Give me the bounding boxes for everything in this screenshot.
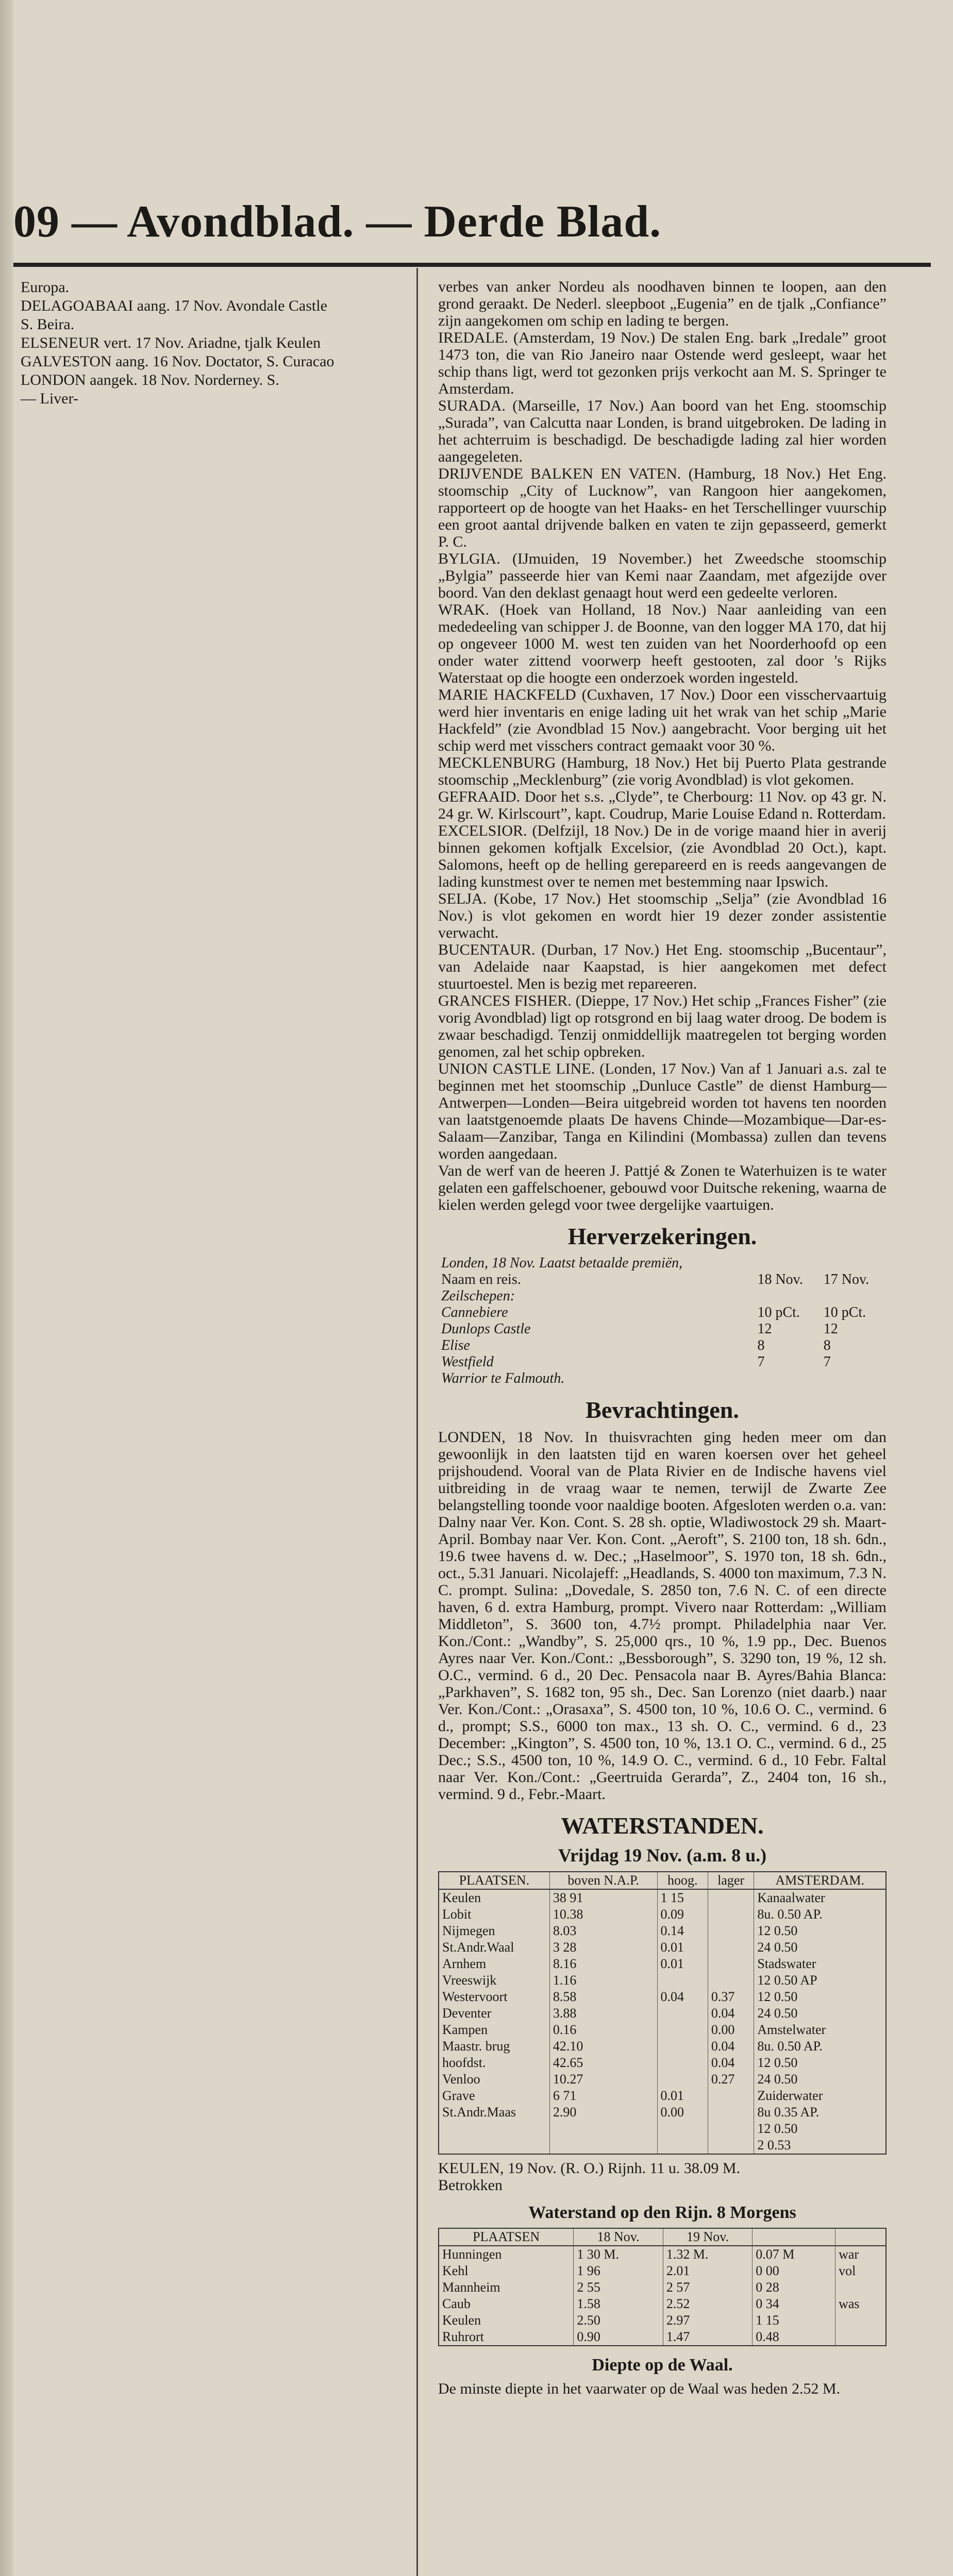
table-row [439,2038,886,2055]
verz-naam: Naam en reis. [441,1272,521,1287]
table-row [439,1923,886,1939]
rijn-val: 0.07 M [753,2246,835,2263]
ws-level: 8.16 [549,1956,657,1972]
ws-hoog: 0.01 [657,1956,708,1972]
rijn-val: 1 15 [753,2312,835,2329]
ws-ams: 24 0.50 [754,2071,886,2088]
news-item: IREDALE. (Amsterdam, 19 Nov.) De stalen Eng. bark „Iredale” groot 1473 ton, die van Rio Janeiro naar Ostende werd gesleept, waar het schip thans ligt, werd tot gezonken prijs verkocht aan M. S. Springer te Amsterdam. [438,329,887,397]
ws-level: 42.65 [549,2055,657,2071]
th-plaatsen: PLAATSEN. [439,1872,549,1889]
ws-level: 10.27 [549,2071,657,2088]
ws-lager: 0.04 [708,2005,754,2022]
verz-val: 12 [823,1321,838,1337]
ws-ams: Zuiderwater [754,2088,886,2104]
table-row [439,1972,886,1989]
rijn-th [753,2228,835,2246]
ws-level: 6 71 [549,2088,657,2104]
ws-place: Kampen [439,2022,549,2038]
news-item: GEFRAAID. Door het s.s. „Clyde”, te Cherbourg: 11 Nov. op 43 gr. N. 24 gr. W. Kirlscourt”, kapt. Coudrup, Marie Louise Edand n. Rotterdam. [438,788,887,822]
table-row [438,1337,887,1354]
rijn-place: Caub [439,2296,574,2312]
ws-hoog [657,2055,708,2071]
verzekeringen-title: Herverzekeringen. [567,1223,757,1249]
verz-val: 8 [823,1337,831,1353]
ws-place: Venloo [439,2071,549,2088]
ws-hoog: 0.01 [657,1939,708,1956]
ws-level: 10.38 [549,1906,657,1923]
ws-ams: 12 0.50 AP [754,1972,886,1989]
rijn-place: Hunningen [439,2246,574,2263]
ws-level: 8.58 [549,1989,657,2005]
ws-hoog [657,2022,708,2038]
news-item: BUCENTAUR. (Durban, 17 Nov.) Het Eng. stoomschip „Bucentaur”, van Adelaide naar Kaapstad, is hier aangekomen met defect stuurtoestel. Men is bezig met repareeren. [438,941,887,992]
ws-place: Lobit [439,1906,549,1923]
ws-hoog: 0.04 [657,1989,708,2005]
diepte-text: De minste diepte in het vaarwater op de Waal was heden 2.52 M. [438,2380,841,2397]
ws-ams: 2 0.53 [754,2137,886,2154]
ws-ams: 12 0.50 [754,1989,886,2005]
table-row [439,2137,886,2154]
rijn-side [835,2279,886,2296]
ws-lager: 0.04 [708,2055,754,2071]
table-row [439,1889,886,1906]
verz-val: 12 [757,1321,772,1337]
bevrachtingen-title: Bevrachtingen. [586,1397,739,1423]
table-row [439,2329,886,2346]
table-row [439,2088,886,2104]
ws-lager: 0.00 [708,2022,754,2038]
rijn-side: was [835,2296,886,2312]
rijn-val: 2.52 [663,2296,752,2312]
rijn-table [438,2228,887,2346]
waterstanden-title: WATERSTANDEN. [561,1812,764,1839]
ws-ams: 24 0.50 [754,1939,886,1956]
rijn-val: 1 30 M. [574,2246,663,2263]
ws-ams: 8u. 0.50 AP. [754,1906,886,1923]
ws-ams: 12 0.50 [754,1923,886,1939]
ws-lager [708,1923,754,1939]
ws-lager [708,1972,754,1989]
news-item: MECKLENBURG (Hamburg, 18 Nov.) Het bij Puerto Plata gestrande stoomschip „Mecklenburg” (zie vorig Avondblad) is vlot gekomen. [438,754,887,788]
ws-hoog [657,2005,708,2022]
rijn-val: 2.97 [663,2312,752,2329]
ws-place: St.Andr.Maas [439,2104,549,2121]
rijn-val: 0.48 [753,2329,835,2346]
page-fold [0,0,13,2576]
verz-col1: 18 Nov. [757,1272,803,1287]
ws-lager [708,2088,754,2104]
news-item: MARIE HACKFELD (Cuxhaven, 17 Nov.) Door een visschervaartuig werd hier inventaris en enige lading uit het wrak van het schip „Marie Hackfeld” (zie Avondblad 15 Nov.) aangebracht. Voor berging uit het schip werd met visschers contract gemaakt voor 30 %. [438,686,887,754]
rijn-place: Kehl [439,2263,574,2279]
table-row [439,2279,886,2296]
ws-place: St.Andr.Waal [439,1939,549,1956]
table-row [439,2022,886,2038]
rijn-val: 1 96 [574,2263,663,2279]
verz-sub: Zeilschepen: [441,1288,515,1304]
rijn-val: 2 57 [663,2279,752,2296]
diepte-title: Diepte op de Waal. [592,2355,733,2375]
ws-place: Keulen [439,1889,549,1906]
table-row [439,2121,886,2137]
left-line: LONDON aangek. 18 Nov. Norderney. S. [21,371,279,388]
rijn-val: 2.01 [663,2263,752,2279]
news-item: SURADA. (Marseille, 17 Nov.) Aan boord van het Eng. stoomschip „Surada”, van Calcutta naar Londen, is brand uitgebroken. De lading in het achterruim is beschadigd. De beschadigde lading zal hier worden aangegeleten. [438,397,887,465]
ws-hoog: 0.14 [657,1923,708,1939]
news-item: UNION CASTLE LINE. (Londen, 17 Nov.) Van af 1 Januari a.s. zal te beginnen met het stoomschip „Dunluce Castle” de dienst Hamburg—Antwerpen—Londen—Beira uitgebreid worden tot havens ten noorden van laatstgenoemde plaats De havens Chinde—Mozambique—Dar-es-Salaam—Zanzibar, Tanga en Kilindini (Mombassa) zullen dan tevens worden aangedaan. [438,1060,887,1162]
rijn-place: Mannheim [439,2279,574,2296]
rijn-val: 1.47 [663,2329,752,2346]
ws-hoog: 1 15 [657,1889,708,1906]
table-row [438,1304,887,1321]
ws-ams: Amstelwater [754,2022,886,2038]
ws-ams: Kanaalwater [754,1889,886,1906]
page-title: 09 — Avondblad. — Derde Blad. [13,197,662,247]
waterstanden-table [438,1871,887,2155]
ws-level: 3 28 [549,1939,657,1956]
rijn-side [835,2329,886,2346]
verz-val: 7 [757,1354,765,1370]
table-row [438,1321,887,1337]
ws-level: 3.88 [549,2005,657,2022]
page-header [13,0,931,268]
table-row [439,2055,886,2071]
news-item: DRIJVENDE BALKEN EN VATEN. (Hamburg, 18 Nov.) Het Eng. stoomschip „City of Lucknow”, van Rangoon hier aangekomen, rapporteert op de hoogte van het Haaks- en het Terschellinger vuurschip een groot aantal drijvende balken en vaten te zijn gepasseerd, gemerkt P. C. [438,465,887,550]
ws-hoog [657,1972,708,1989]
news-item: EXCELSIOR. (Delfzijl, 18 Nov.) De in de vorige maand hier in averij binnen gekomen koftjalk Excelsior, (zie Avondblad 20 Oct.), kapt. Salomons, heeft op de helling gerepareerd en is reeds aangevangen de lading kunstmest over te nemen met bestemming naar Ipswich. [438,822,887,890]
ws-lager: 0.37 [708,1989,754,2005]
table-row [439,2246,886,2263]
right-column [438,278,887,2397]
rijn-val: 0 28 [753,2279,835,2296]
news-item: GRANCES FISHER. (Dieppe, 17 Nov.) Het schip „Frances Fisher” (zie vorig Avondblad) ligt op rotsgrond en bij laag water droog. De bodem is zwaar beschadigd. Tenzij onmiddellijk maatregelen tot berging worden genomen, zal het schip opbreken. [438,992,887,1060]
news-item: SELJA. (Kobe, 17 Nov.) Het stoomschip „Selja” (zie Avondblad 16 Nov.) is vlot gekomen en wordt hier 19 dezer zonder assistentie verwacht. [438,890,887,941]
ws-place: Arnhem [439,1956,549,1972]
ws-lager [708,1939,754,1956]
ws-place: Westervoort [439,1989,549,2005]
ws-level: 2.90 [549,2104,657,2121]
ws-hoog [657,2071,708,2088]
table-row [439,2005,886,2022]
rijn-place: Keulen [439,2312,574,2329]
ws-hoog: 0.09 [657,1906,708,1923]
ws-lager [708,1906,754,1923]
ws-lager [708,1889,754,1906]
verz-ship: Westfield [441,1354,494,1370]
table-row [439,2296,886,2312]
rijn-val: 0 00 [753,2263,835,2279]
rijn-th: 18 Nov. [574,2228,663,2246]
th-boven-nap: boven N.A.P. [549,1872,657,1889]
verz-ship: Cannebiere [441,1304,508,1320]
verz-ship: Dunlops Castle [441,1321,531,1337]
bevrachtingen-text: LONDEN, 18 Nov. In thuisvrachten ging heden meer om dan gewoonlijk in den laatsten tijd en waren koersen over het geheel prijshoudend. Vooral van de Plata Rivier en de Indische havens viel uitbreiding in de vraag waar te nemen, terwijl de Zwarte Zee belangstelling toonde voor naaldige booten. Afgesloten werden o.a. van: Dalny naar Ver. Kon. Cont. S. 28 sh. optie, Wladiwostock 29 sh. Maart-April. Bombay naar Ver. Kon. Cont. „Aeroft”, S. 2100 ton, 18 sh. 6dn., 19.6 twee havens d. w. Dec.; „Haselmoor”, S. 1970 ton, 18 sh. 6dn., oct., 5.31 Januari. Nicolajeff: „Headlands, S. 4000 ton maximum, 7.3 N. C. prompt. Sulina: „Dovedale, S. 2850 ton, 7.6 N. C. of een directe haven, 6 d. extra Hamburg, prompt. Vivero naar Rotterdam: „William Middleton”, S. 3600 ton, 4.7½ prompt. Philadelphia naar Ver. Kon./Cont.: „Wandby”, S. 25,000 qrs., 10 %, 1.9 pp., Dec. Buenos Ayres naar Ver. Kon./Cont.: „Bessborough”, S. 3290 ton, 19 %, 12 sh. O.C., vermind. 6 d., 20 Dec. Pensacola naar B. Ayres/Bahia Blanca: „Parkhaven”, S. 1682 ton, 95 sh., Dec. San Lorenzo (niet daarb.) naar Ver. Kon./Cont.: „Orasaxa”, S. 4500 ton, 10 %, 10.6 O. C., vermind. 6 d., prompt; S.S., 6000 ton max., 13 sh. O. C., vermind. 6 d., 23 December: „Kington”, S. 4500 ton, 10 %, 13.1 O. C., vermind. 6 d., 25 Dec.; S.S., 4500 ton, 10 %, 14.9 O. C., vermind. 6 d., 10 Febr. Faltal naar Ver. Kon./Cont.: „Geertruida Gerarda”, Z., 2404 ton, 16 sh., vermind. 9 d., Febr.-Maart. [438,1429,887,1803]
left-line: S. Beira. [21,316,75,333]
waterstanden-subtitle: Vrijdag 19 Nov. (a.m. 8 u.) [558,1845,767,1866]
th-lager: lager [708,1872,754,1889]
news-item: WRAK. (Hoek van Holland, 18 Nov.) Naar aanleiding van een mededeeling van schipper J. de Boonne, van den logger MA 170, dat hij op ongeveer 1000 M. west ten zuiden van het Noorderhoofd op een onder water zittend voorwerp heeft gestooten, zal door 's Rijks Waterstaat op die hoogte een onderzoek worden ingesteld. [438,601,887,686]
ws-ams: 12 0.50 [754,2121,886,2137]
rijn-val: 0.90 [574,2329,663,2346]
left-line: Europa. [21,279,70,296]
ws-level: 42.10 [549,2038,657,2055]
ws-place: Vreeswijk [439,1972,549,1989]
rijn-title: Waterstand op den Rijn. 8 Morgens [528,2203,796,2222]
verz-col2: 17 Nov. [823,1272,870,1287]
rijn-side: vol [835,2263,886,2279]
table-row [439,1939,886,1956]
table-row [438,1354,887,1370]
table-row [439,1906,886,1923]
table-row [439,2312,886,2329]
rijn-side: war [835,2246,886,2263]
ws-place: Nijmegen [439,1923,549,1939]
verz-val: 8 [757,1337,765,1353]
rijn-place: Ruhrort [439,2329,574,2346]
left-line: ELSENEUR vert. 17 Nov. Ariadne, tjalk Keulen [21,334,321,351]
rijn-val: 0 34 [753,2296,835,2312]
rijn-side [835,2312,886,2329]
news-item: verbes van anker Nordeu als noodhaven binnen te loopen, aan den grond geraakt. De Nederl. sleepboot „Eugenia” en de tjalk „Confiance” zijn aangekomen om schip en lading te bergen. [438,278,887,329]
ws-place: Maastr. brug [439,2038,549,2055]
news-item: Van de werf van de heeren J. Pattjé & Zonen te Waterhuizen is te water gelaten een gaffelschoener, gebouwd voor Duitsche rekening, waarna de kielen werden gelegd voor twee dergelijke vaartuigen. [438,1162,887,1213]
table-row [439,2071,886,2088]
ws-place: Grave [439,2088,549,2104]
rijn-val: 2.50 [574,2312,663,2329]
ws-lager: 0.27 [708,2071,754,2088]
ws-hoog: 0.01 [657,2088,708,2104]
rijn-val: 1.32 M. [663,2246,752,2263]
table-row [439,1989,886,2005]
left-line: — Liver- [21,390,78,407]
verz-note: Warrior te Falmouth. [441,1370,565,1386]
ws-place: Deventer [439,2005,549,2022]
ws-place: hoofdst. [439,2055,549,2071]
news-item: BYLGIA. (IJmuiden, 19 November.) het Zweedsche stoomschip „Bylgia” passeerde hier van Kemi naar Zaandam, met afgezijde over boord. Van den deklast genaagt hout werd een gedeelte verloren. [438,550,887,601]
verzekeringen-table [438,1255,887,1387]
ws-lager [708,2104,754,2121]
ws-level: 1.16 [549,1972,657,1989]
verz-val: 10 pCt. [823,1304,866,1320]
ws-ams: 8u 0.35 AP. [754,2104,886,2121]
keulen-line: KEULEN, 19 Nov. (R. O.) Rijnh. 11 u. 38.09 M. [438,2160,741,2177]
left-column [21,278,407,443]
betrokken: Betrokken [438,2177,503,2194]
left-line: DELAGOABAAI aang. 17 Nov. Avondale Castle [21,297,327,314]
ws-lager: 0.04 [708,2038,754,2055]
left-line: GALVESTON aang. 16 Nov. Doctator, S. Curacao [21,353,335,370]
rijn-th: PLAATSEN [439,2228,574,2246]
rijn-th: 19 Nov. [663,2228,752,2246]
verz-val: 7 [823,1354,831,1370]
verz-intro: Londen, 18 Nov. Laatst betaalde premiën, [441,1255,683,1271]
table-row [439,2104,886,2121]
th-hoog: hoog. [657,1872,708,1889]
verz-val: 10 pCt. [757,1304,800,1320]
ws-level: 8.03 [549,1923,657,1939]
ws-ams: 12 0.50 [754,2055,886,2071]
th-amsterdam: AMSTERDAM. [754,1872,886,1889]
header-rule [13,263,931,267]
ws-level: 38 91 [549,1889,657,1906]
ws-ams: 24 0.50 [754,2005,886,2022]
rijn-val: 2 55 [574,2279,663,2296]
verz-ship: Elise [441,1337,470,1353]
ws-hoog: 0.00 [657,2104,708,2121]
table-row [439,2263,886,2279]
column-separator [416,268,418,2576]
rijn-val: 1.58 [574,2296,663,2312]
ws-hoog [657,2038,708,2055]
ws-ams: 8u. 0.50 AP. [754,2038,886,2055]
table-row [439,1956,886,1972]
ws-ams: Stadswater [754,1956,886,1972]
ws-lager [708,1956,754,1972]
ws-level: 0.16 [549,2022,657,2038]
